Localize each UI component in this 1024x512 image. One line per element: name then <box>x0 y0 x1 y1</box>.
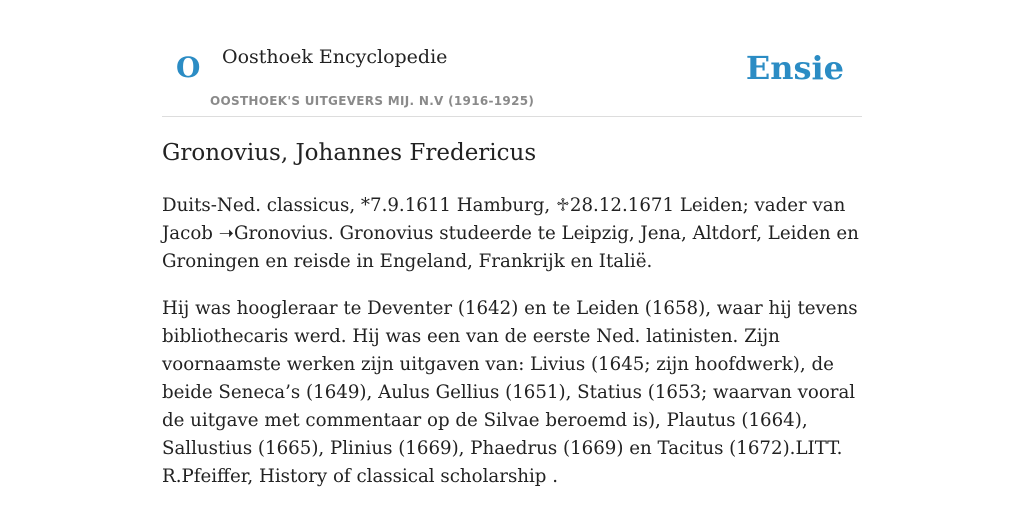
entry-body <box>162 192 862 510</box>
header <box>162 0 862 117</box>
book-title-link[interactable]: Oosthoek Encyclopedie <box>222 46 448 68</box>
book-logo[interactable]: O <box>176 51 201 84</box>
publisher-label: OOSTHOEK'S UITGEVERS MIJ. N.V (1916-1925) <box>210 94 535 108</box>
paragraph-1-text: Duits-Ned. classicus, *7.9.1611 Hamburg, ♱28.12.1671 Leiden; vader van Jacob <box>162 195 846 244</box>
cross-reference-link[interactable]: ➝Gronovius <box>218 223 328 244</box>
entry-paragraph-2: Hij was hoogleraar te Deventer (1642) en te Leiden (1658), waar hij tevens bibliothecaris werd. Hij was een van de eerste Ned. latinisten. Zijn voornaamste werken zijn uitgaven van: Livius (1645; zijn hoofdwerk), de beide Seneca’s (1649), Aulus Gellius (1651), Statius (1653; waarvan vooral de uitgave met commentaar op de Silvae beroemd is), Plautus (1664), Sallustius (1665), Plinius (1669), Phaedrus (1669) en Tacitus (1672).LITT. R.Pfeiffer, History of classical scholarship . <box>162 298 858 487</box>
page <box>162 0 862 487</box>
paragraph-1-text-continued: . Gronovius studeerde te Leipzig, Jena, Altdorf, Leiden en Groningen en reisde in Engeland, Frankrijk en Italië. <box>162 223 859 272</box>
entry-paragraph-1 <box>162 192 862 276</box>
entry-title: Gronovius, Johannes Fredericus <box>162 140 537 166</box>
ensie-logo-link[interactable]: Ensie <box>745 49 844 87</box>
